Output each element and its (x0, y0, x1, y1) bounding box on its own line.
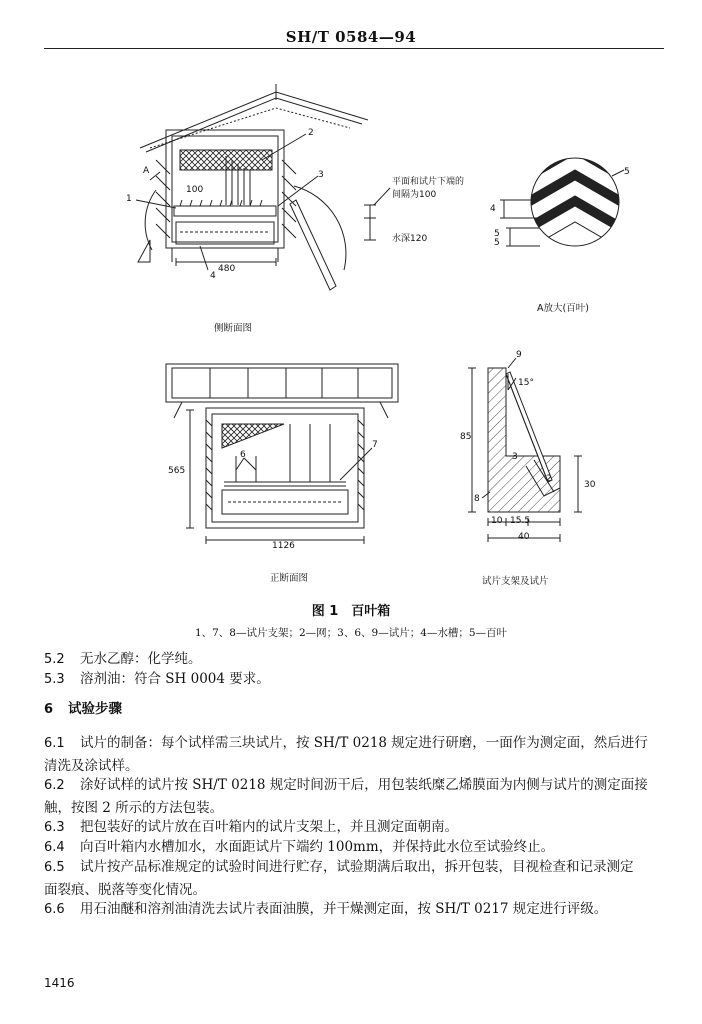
dim-10: 10 (491, 516, 503, 526)
step-6-6 (44, 898, 664, 921)
dim-5a: 5 (494, 229, 500, 239)
label-6: 6 (240, 450, 246, 460)
section-text: 溶剂油：符合 SH 0004 要求。 (80, 671, 270, 687)
detail-a-caption: A放大(百叶) (537, 303, 589, 314)
label-7: 7 (372, 440, 378, 450)
step-number: 6.3 (44, 820, 65, 835)
step-line1: 涂好试样的试片按 SH/T 0218 规定时间沥干后，用包装纸糜乙烯膜面为内侧与试片的测定面接 (80, 777, 648, 793)
front-view-caption: 正断面图 (270, 573, 309, 584)
section-text: 无水乙醇：化学纯。 (80, 651, 202, 667)
support-block (488, 368, 560, 512)
dim-85: 85 (460, 432, 472, 442)
step-line1: 用石油醚和溶剂油清洗去试片表面油膜，并干燥测定面，按 SH/T 0217 规定进行评级。 (80, 901, 608, 917)
step-line1: 试片的制备：每个试样需三块试片，按 SH/T 0218 规定进行研磨，一面作为测定面，然后进行 (80, 735, 648, 751)
dim-5b: 5 (494, 238, 500, 248)
label-2-support: 2 (546, 474, 552, 484)
dim-4: 4 (490, 204, 496, 214)
figure-legend: 1、7、8—试片支架；2—网；3、6、9—试片；4—水槽；5—百叶 (194, 627, 508, 639)
label-1: 1 (126, 194, 132, 204)
section-number: 5.3 (44, 672, 65, 687)
dim-40: 40 (518, 532, 530, 542)
step-6-2 (44, 774, 664, 819)
label-a: A (143, 166, 150, 176)
heading-number: 6 (44, 702, 54, 717)
step-number: 6.2 (44, 778, 65, 793)
dim-480: 480 (218, 264, 236, 274)
side-view-caption: 侧断面图 (214, 323, 253, 334)
dim-30: 30 (584, 480, 596, 490)
step-line2: 面裂痕、脱落等变化情况。 (44, 882, 206, 898)
label-8: 8 (474, 494, 480, 504)
label-2: 2 (308, 128, 314, 138)
label-3: 3 (318, 170, 324, 180)
step-6-1 (44, 732, 664, 777)
step-number: 6.1 (44, 736, 65, 751)
standard-number-header: SH/T 0584—94 (285, 28, 417, 46)
heading-text: 试验步骤 (68, 701, 122, 717)
note-line2: 间隔为100 (392, 190, 437, 200)
dim-1126: 1126 (272, 541, 295, 551)
step-number: 6.5 (44, 860, 65, 875)
step-6-5 (44, 856, 664, 901)
step-line2: 清洗及涂试样。 (44, 758, 139, 774)
section-5-3 (44, 668, 664, 691)
dim-100: 100 (186, 185, 204, 195)
label-9: 9 (516, 350, 522, 360)
step-number: 6.6 (44, 902, 65, 917)
dim-565: 565 (168, 466, 186, 476)
step-line1: 把包装好的试片放在百叶箱内的试片支架上，并且测定面朝南。 (80, 819, 458, 835)
step-line2: 触，按图 2 所示的方法包装。 (44, 800, 224, 816)
section-heading-6 (44, 698, 664, 721)
step-line1: 向百叶箱内水槽加水，水面距试片下端约 100mm，并保持此水位至试验终止。 (80, 839, 555, 855)
figure-title: 图 1 百叶箱 (311, 604, 391, 619)
step-line1: 试片按产品标准规定的试验时间进行贮存，试验期满后取出，拆开包装，目视检查和记录测定 (80, 859, 634, 875)
support-caption: 试片支架及试片 (482, 576, 549, 587)
label-5: 5 (624, 167, 630, 177)
angle-15: 15° (518, 378, 534, 388)
label-3-support: 3 (512, 452, 518, 462)
step-number: 6.4 (44, 840, 65, 855)
dim-15-5: 15.5 (510, 516, 531, 526)
section-number: 5.2 (44, 652, 65, 667)
water-depth-label: 水深120 (392, 234, 428, 244)
note-line1: 平面和试片下端的 (392, 177, 465, 187)
label-4: 4 (210, 271, 216, 281)
page-number: 1416 (44, 976, 75, 990)
